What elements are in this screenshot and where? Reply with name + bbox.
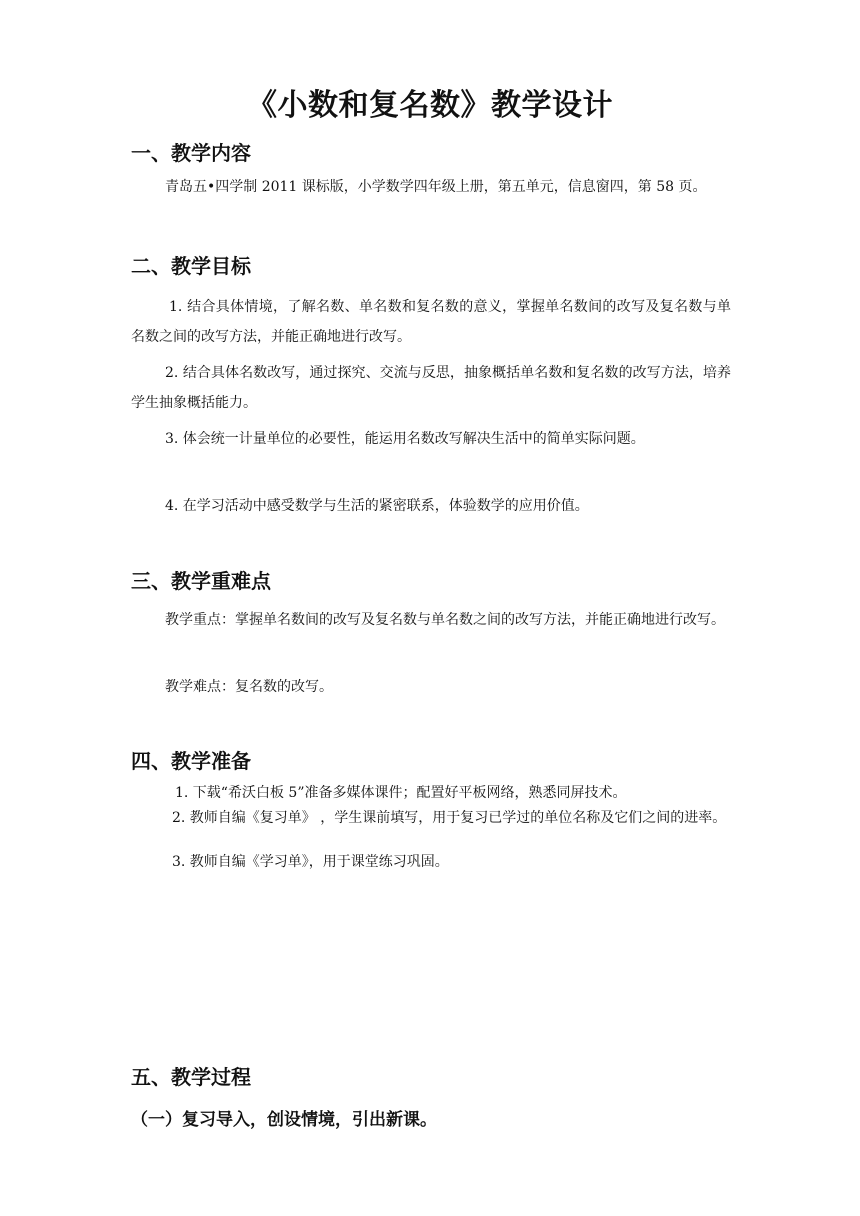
teaching-content-paragraph: 青岛五•四学制 2011 课标版，小学数学四年级上册，第五单元，信息窗四，第 58 页。 xyxy=(165,179,707,195)
section-heading-process: 五、教学过程 xyxy=(131,1065,251,1089)
document-title: 《小数和复名数》教学设计 xyxy=(247,88,613,123)
difficult-point-paragraph: 教学难点：复名数的改写。 xyxy=(165,679,333,695)
objective-item-1: 1. 结合具体情境，了解名数、单名数和复名数的意义，掌握单名数间的改写及复名数与单名数之间的改写方法，并能正确地进行改写。 xyxy=(131,299,731,345)
preparation-item-1: 1. 下载“希沃白板 5”准备多媒体课件；配置好平板网络，熟悉同屏技术。 xyxy=(175,785,627,801)
preparation-item-3: 3. 教师自编《学习单》，用于课堂练习巩固。 xyxy=(172,854,449,870)
preparation-item-2: 2. 教师自编《复习单》 ，学生课前填写，用于复习已学过的单位名称及它们之间的进率。 xyxy=(172,810,727,826)
section-heading-objectives: 二、教学目标 xyxy=(131,254,251,278)
objective-item-4: 4. 在学习活动中感受数学与生活的紧密联系，体验数学的应用价值。 xyxy=(165,498,589,514)
process-subheading-review: （一）复习导入，创设情境，引出新课。 xyxy=(131,1110,437,1130)
objective-item-2: 2. 结合具体名数改写，通过探究、交流与反思，抽象概括单名数和复名数的改写方法，培养学生抽象概括能力。 xyxy=(131,365,731,411)
section-heading-preparation: 四、教学准备 xyxy=(131,749,251,773)
key-point-paragraph: 教学重点：掌握单名数间的改写及复名数与单名数之间的改写方法，并能正确地进行改写。 xyxy=(165,612,725,628)
objective-item-3: 3. 体会统一计量单位的必要性，能运用名数改写解决生活中的简单实际问题。 xyxy=(165,431,645,447)
section-heading-content: 一、教学内容 xyxy=(131,141,251,165)
section-heading-key-points: 三、教学重难点 xyxy=(131,569,271,593)
